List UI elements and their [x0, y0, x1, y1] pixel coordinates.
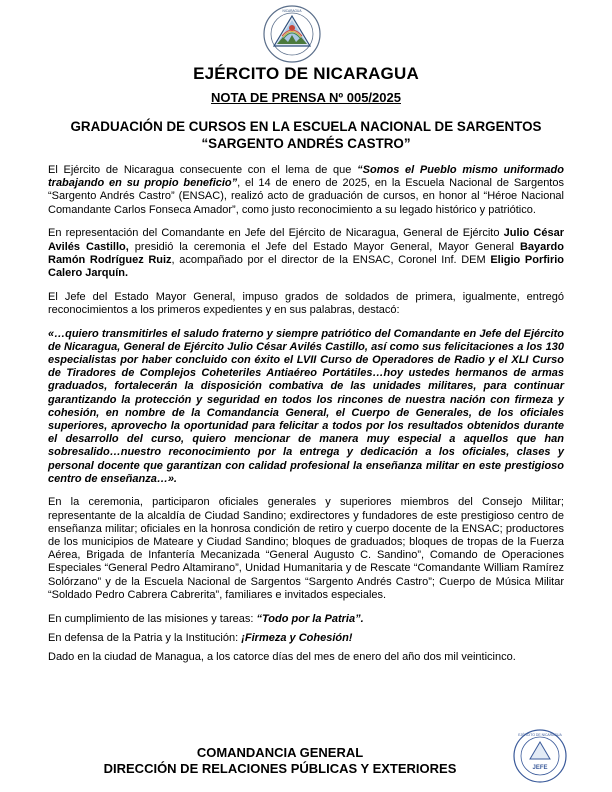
text-span: En representación del Comandante en Jefe del Ejército de Nicaragua, General de Ejército: [48, 227, 504, 240]
name-text: Bayardo Ramón Rodríguez Ruiz: [48, 240, 565, 266]
slogan-text: “Todo por la Patria”.: [256, 612, 364, 625]
text-span: En cumplimiento de las misiones y tareas:: [48, 612, 257, 625]
paragraph-mission: [48, 613, 564, 626]
organization-title: EJÉRCITO DE NICARAGUA: [193, 64, 419, 83]
svg-text:EJÉRCITO DE NICARAGUA: EJÉRCITO DE NICARAGUA: [518, 733, 562, 737]
nicaragua-coat-of-arms-icon: [255, 4, 329, 64]
text-span: , acompañado por el director de la ENSAC, Coronel Inf. DEM: [171, 253, 491, 266]
slogan-text: ¡Firmeza y Cohesión!: [241, 631, 353, 644]
paragraph-intro: [48, 164, 564, 217]
text-span: El Ejército de Nicaragua consecuente con el lema de que: [48, 164, 358, 176]
name-text: Julio César Avilés Castillo,: [48, 227, 564, 253]
text-span: En defensa de la Patria y la Institución:: [48, 631, 242, 644]
footer-line-1: COMANDANCIA GENERAL: [196, 745, 364, 760]
motto-text: “Somos el Pueblo mismo uniformado trabajando en su propio beneficio”: [48, 164, 564, 190]
svg-text:NICARAGUA: NICARAGUA: [282, 9, 302, 13]
paragraph-defense: [48, 632, 564, 645]
headline: [40, 118, 572, 152]
headline-line-1: GRADUACIÓN DE CURSOS EN LA ESCUELA NACIONAL DE SARGENTOS: [70, 119, 542, 134]
paragraph-representation: [48, 227, 564, 280]
headline-line-2: “SARGENTO ANDRÉS CASTRO”: [201, 136, 411, 151]
footer-line-2: DIRECCIÓN DE RELACIONES PÚBLICAS Y EXTERIORES: [103, 761, 457, 776]
paragraph-date: Dado en la ciudad de Managua, a los catorce días del mes de enero del año dos mil veinticinco.: [48, 651, 516, 663]
name-text: Eligio Porfirio Calero Jarquín.: [48, 253, 565, 279]
speech-quote: «…quiero transmitirles el saludo fraterno y siempre patriótico del Comandante en Jefe del Ejército de Nicaragua, General de Ejército Julio César Avilés Castillo, así como sus felicitaciones a los 130 especialistas por haber concluido con éxito el LVII Curso de Operadores de Radio y el XLI Curso de Tiradores de Complejos Coheteriles Antiaéreo Portátiles…hoy ustedes hermanos de armas graduados, fortalecerán la disposición combativa de las unidades militares, para continuar garantizando la protección y seguridad en todos los rincones de nuestra nación con firmeza y cohesión, en nombre de la Comandancia General, el Cuerpo de Generales, de los oficiales superiores, aprovecho la oportunidad para felicitar a todos por los resultados obtenidos durante el desarrollo del curso, quiero mencionar de manera muy especial a aquellos que han sobresalido…nuestro reconocimiento por la entrega y dedicación a los oficiales, clases y personal docente que garantizan con calidad profesional la enseñanza militar en este prestigioso centro de enseñanza…».: [48, 327, 564, 485]
text-span: presidió la ceremonia el Jefe del Estado Mayor General, Mayor General: [128, 240, 520, 253]
signature-block: [60, 745, 500, 777]
official-seal-icon: [512, 728, 568, 784]
text-span: , el 14 de enero de 2025, en la Escuela Nacional de Sargentos “Sargento Andrés Castro” (ENSAC), realizó acto de graduación de cursos, en honor al “Héroe Nacional Comandante Carlos Fonseca Amador”, como justo reconocimiento a su legado histórico y patriótico.: [48, 177, 564, 216]
press-release-number-text: NOTA DE PRENSA Nº 005/2025: [211, 90, 401, 105]
paragraph-attendees: En la ceremonia, participaron oficiales generales y superiores miembros del Consejo Militar; representante de la alcaldía de Ciudad Sandino; exdirectores y fundadores de este prestigioso centro de enseñanza militar; oficiales en la honrosa condición de retiro y cuerpo docente de la ENSAC; productores de los municipios de Mateare y Ciudad Sandino; bloques de graduados; bloques de tropas de la Fuerza Aérea, Brigada de Infantería Mecanizada “General Augusto C. Sandino”, Comando de Operaciones Especiales “General Pedro Altamirano”, Unidad Humanitaria y de Rescate “Comandante William Ramírez Solórzano” y de la Escuela Nacional de Sargentos “Sargento Andrés Castro”; Cuerpo de Música Militar “Soldado Pedro Cabrera Cabrerita”, familiares e invitados especiales.: [48, 496, 564, 601]
paragraph-ceremony-intro: El Jefe del Estado Mayor General, impuso grados de soldados de primera, igualmente, entregó reconocimientos a los primeros expedientes y en sus palabras, destacó:: [48, 290, 564, 316]
body-text: [48, 164, 564, 675]
seal-center-text: JEFE: [532, 765, 548, 771]
press-release-number: [0, 89, 612, 107]
